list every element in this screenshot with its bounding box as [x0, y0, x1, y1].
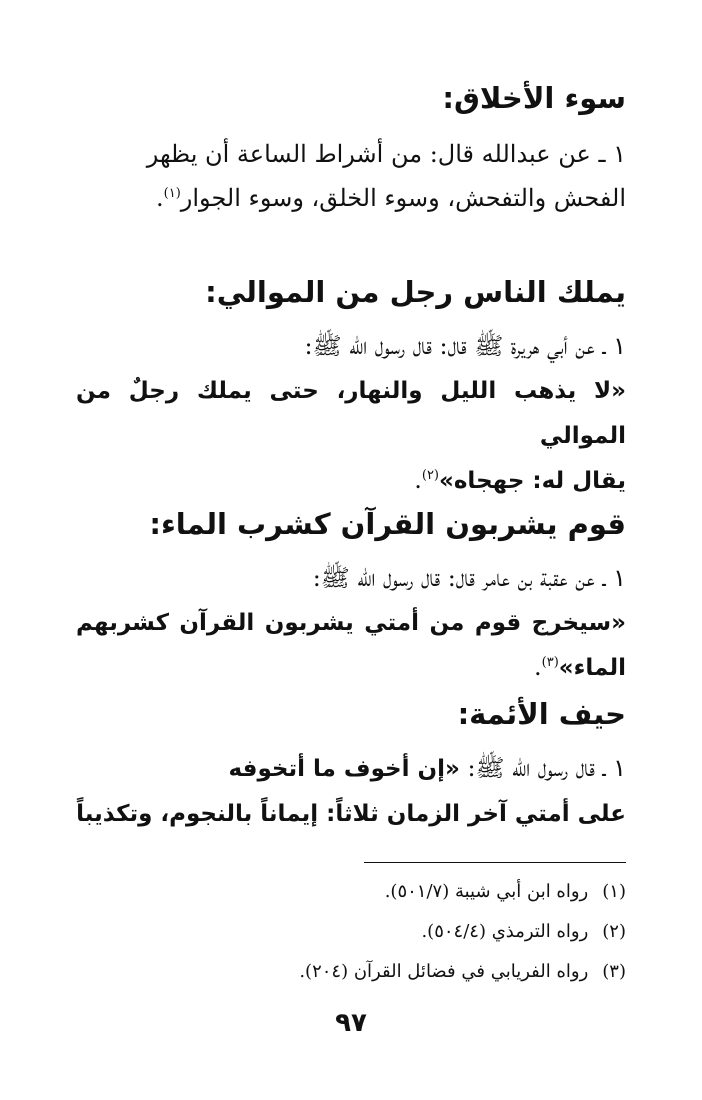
text-line: ١ ـ عن عقبة بن عامر قال: قال رسول الله ﷺ:: [312, 564, 626, 592]
footnote: [76, 952, 626, 992]
hadith-text: «إن أخوف ما أتخوفه: [228, 756, 460, 782]
footnote: [76, 872, 626, 912]
hadith-text: يقال له: جهجاه»: [439, 468, 626, 494]
text-line: ١ ـ قال رسول الله ﷺ:: [459, 754, 626, 782]
text-line: ١ ـ عن عبدالله قال: من أشراط الساعة أن يظهر: [146, 140, 626, 168]
footnote-ref: (١): [163, 186, 181, 201]
footnote-ref: (٢): [421, 468, 439, 483]
section-heading: قوم يشربون القرآن كشرب الماء:: [149, 507, 626, 541]
section-heading: حيف الأئمة:: [457, 697, 626, 731]
section-heading: يملك الناس رجل من الموالي:: [205, 275, 626, 309]
period: .: [414, 466, 422, 494]
section-mawali: [76, 272, 626, 503]
footnote: [76, 912, 626, 952]
section-text: [76, 132, 626, 220]
footnote-ref: (٣): [541, 655, 559, 670]
section-text: [76, 556, 626, 690]
footnote-divider: [364, 862, 626, 863]
footnote-text: رواه الترمذي (٥٠٤/٤).: [421, 921, 589, 942]
hadith-text: «لا يذهب الليل والنهار، حتى يملك رجلٌ من الموالي: [76, 378, 626, 449]
section-bad-manners: [76, 78, 626, 220]
section-text: [76, 324, 626, 503]
hadith-text: على أمتي آخر الزمان ثلاثاً: إيماناً بالنجوم، وتكذيباً: [76, 801, 626, 827]
section-quran: [76, 504, 626, 690]
footnote-text: رواه ابن أبي شيبة (٥٠١/٧).: [384, 881, 589, 902]
footnotes: [76, 872, 626, 992]
footnote-text: رواه الفريابي في فضائل القرآن (٢٠٤).: [299, 961, 589, 982]
text-line: ١ ـ عن أبي هريرة ﷺ قال: قال رسول الله ﷺ:: [304, 332, 626, 360]
period: .: [534, 653, 542, 681]
footnote-number: (١): [602, 881, 626, 902]
period: .: [156, 184, 164, 212]
page-number: ٩٧: [335, 1008, 367, 1038]
section-text: [76, 746, 626, 836]
footnote-number: (٢): [602, 921, 626, 942]
section-heading: سوء الأخلاق:: [442, 81, 626, 115]
section-imams: [76, 694, 626, 836]
text-line: الفحش والتفحش، وسوء الخلق، وسوء الجوار: [180, 184, 626, 212]
hadith-text: «سيخرج قوم من أمتي يشربون القرآن كشربهم الماء»: [76, 610, 626, 681]
footnote-number: (٣): [602, 961, 626, 982]
